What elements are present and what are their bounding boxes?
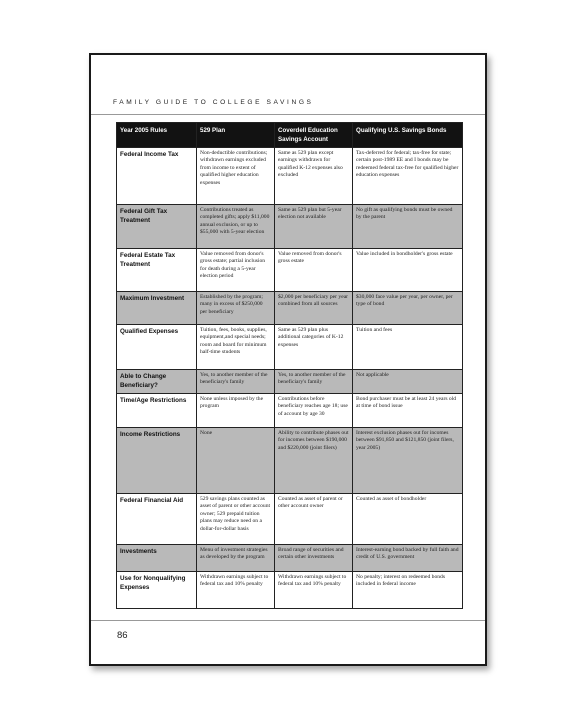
column-header: Qualifying U.S. Savings Bonds [353, 123, 463, 148]
table-cell: Tuition, fees, books, supplies, equipment,and special needs; room and board for minimum half-time students [197, 325, 275, 370]
comparison-table [116, 122, 463, 609]
table-cell: No gift as qualifying bonds must be owned by the parent [353, 205, 463, 249]
table-cell: Same as 529 plan except earnings withdrawn for qualified K-12 expenses also excluded [275, 148, 353, 205]
table-cell: Value removed from donor's gross estate; partial inclusion for death during a 5-year election period [197, 249, 275, 292]
table-cell: None [197, 428, 275, 494]
table-row [117, 148, 463, 205]
table-cell: Bond purchaser must be at least 24 years old at time of bond issue [353, 394, 463, 428]
table-row [117, 494, 463, 545]
table-cell: Tuition and fees [353, 325, 463, 370]
header-divider [91, 114, 485, 115]
running-header-text: FAMILY GUIDE TO COLLEGE SAVINGS [113, 99, 314, 106]
table-cell: Contributions treated as completed gifts; apply $11,000 annual exclusion, or up to $55,000 with 5-year election [197, 205, 275, 249]
table-cell: Yes, to another member of the beneficiary's family [275, 370, 353, 394]
table-cell: Same as 529 plan plus additional categories of K-12 expenses [275, 325, 353, 370]
table-row [117, 292, 463, 325]
table-cell: Counted as asset of parent or other account owner [275, 494, 353, 545]
table-cell: Interest-earning bond backed by full faith and credit of U.S. government [353, 545, 463, 572]
row-label: Federal Income Tax [117, 148, 197, 205]
row-label: Able to Change Beneficiary? [117, 370, 197, 394]
row-label: Federal Gift Tax Treatment [117, 205, 197, 249]
table-row [117, 249, 463, 292]
table-cell: Interest exclusion phases out for incomes between $91,850 and $121,850 (joint filers, year 2005) [353, 428, 463, 494]
table-header-row [117, 123, 463, 148]
table-cell: Counted as asset of bondholder [353, 494, 463, 545]
column-header: Year 2005 Rules [117, 123, 197, 148]
table-cell: Broad range of securities and certain other investments [275, 545, 353, 572]
table-row [117, 572, 463, 609]
row-label: Investments [117, 545, 197, 572]
table-cell: $30,000 face value per year, per owner, per type of bond [353, 292, 463, 325]
table-row [117, 545, 463, 572]
table-row [117, 370, 463, 394]
table-row [117, 428, 463, 494]
table-cell: Tax-deferred for federal; tax-free for state; certain post-1989 EE and I bonds may be redeemed federal tax-free for qualified higher education expenses [353, 148, 463, 205]
table-cell: $2,000 per beneficiary per year combined from all sources [275, 292, 353, 325]
table-cell: Same as 529 plan but 5-year election not available [275, 205, 353, 249]
table-cell: Not applicable [353, 370, 463, 394]
table-cell: Withdrawn earnings subject to federal tax and 10% penalty [275, 572, 353, 609]
column-header: 529 Plan [197, 123, 275, 148]
table-cell: Ability to contribute phases out for incomes between $190,000 and $220,000 (joint filers) [275, 428, 353, 494]
page-number: 86 [117, 630, 128, 641]
row-label: Federal Estate Tax Treatment [117, 249, 197, 292]
table-cell: None unless imposed by the program [197, 394, 275, 428]
document-page [89, 53, 487, 666]
row-label: Federal Financial Aid [117, 494, 197, 545]
column-header: Coverdell Education Savings Account [275, 123, 353, 148]
table-row [117, 394, 463, 428]
table-cell: Established by the program; many in excess of $250,000 per beneficiary [197, 292, 275, 325]
footer-divider [91, 620, 485, 621]
row-label: Time/Age Restrictions [117, 394, 197, 428]
running-header [91, 99, 485, 109]
table-cell: Contributions before beneficiary reaches age 18; use of account by age 30 [275, 394, 353, 428]
table-cell: Yes, to another member of the beneficiary's family [197, 370, 275, 394]
table-cell: No penalty; interest on redeemed bonds included in federal income [353, 572, 463, 609]
table-row [117, 325, 463, 370]
table-cell: Non-deductible contributions; withdrawn earnings excluded from income to extent of qualified higher education expenses [197, 148, 275, 205]
row-label: Qualified Expenses [117, 325, 197, 370]
table-cell: 529 savings plans counted as asset of parent or other account owner; 529 prepaid tuition plans may reduce need on a dollar-for-dollar basis [197, 494, 275, 545]
table-cell: Withdrawn earnings subject to federal tax and 10% penalty [197, 572, 275, 609]
table-row [117, 205, 463, 249]
row-label: Use for Nonqualifying Expenses [117, 572, 197, 609]
row-label: Income Restrictions [117, 428, 197, 494]
table-cell: Menu of investment strategies as developed by the program [197, 545, 275, 572]
table-cell: Value included in bondholder's gross estate [353, 249, 463, 292]
table-cell: Value removed from donor's gross estate [275, 249, 353, 292]
row-label: Maximum Investment [117, 292, 197, 325]
